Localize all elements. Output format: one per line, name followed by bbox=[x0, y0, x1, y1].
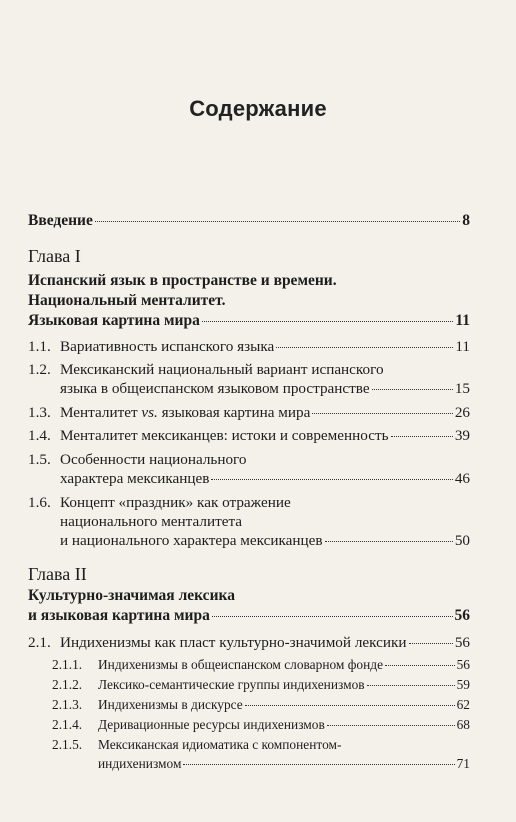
page-number: 39 bbox=[454, 427, 470, 444]
subsection-number: 2.1.2. bbox=[52, 677, 83, 692]
dot-leader bbox=[391, 436, 453, 437]
section-title-line: языка в общеиспанском языковом пространстве bbox=[60, 380, 370, 397]
toc-entry-label: Введение bbox=[28, 212, 93, 229]
section-number: 1.3. bbox=[28, 404, 51, 421]
page-number: 62 bbox=[456, 697, 470, 712]
section-number: 1.6. bbox=[28, 494, 51, 511]
page-number: 50 bbox=[454, 532, 470, 549]
chapter-title-line: Языковая картина мира bbox=[28, 312, 200, 329]
section-title-italic: vs. bbox=[141, 404, 158, 421]
section-title-line: Концепт «праздник» как отражение bbox=[60, 494, 291, 511]
page-number: 11 bbox=[455, 338, 470, 355]
toc-entry-2-1-3[interactable] bbox=[98, 697, 470, 713]
subsection-title-line: индихенизмом bbox=[98, 756, 182, 771]
dot-leader bbox=[385, 665, 455, 666]
section-title: Менталитет мексиканцев: истоки и современность bbox=[60, 427, 389, 444]
dot-leader bbox=[202, 321, 454, 322]
section-title-line: национального менталитета bbox=[60, 513, 243, 530]
section-title bbox=[60, 404, 310, 422]
dot-leader bbox=[367, 685, 455, 686]
chapter-title-line: Культурно-значимая лексика bbox=[28, 587, 235, 604]
toc-entry-1-3[interactable] bbox=[60, 404, 470, 422]
section-title-part: языковая картина мира bbox=[157, 404, 311, 421]
dot-leader bbox=[325, 541, 453, 542]
toc-entry-1-2[interactable] bbox=[60, 380, 470, 398]
toc-entry-2-1-1[interactable] bbox=[98, 657, 470, 673]
toc-entry-2-1[interactable] bbox=[60, 634, 470, 652]
section-title-line: и национального характера мексиканцев bbox=[60, 532, 323, 549]
dot-leader bbox=[183, 764, 454, 765]
chapter-title-line: Испанский язык в пространстве и времени. bbox=[28, 272, 337, 289]
dot-leader bbox=[409, 643, 453, 644]
section-title-part: Менталитет bbox=[60, 404, 142, 421]
chapter-title-line: и языковая картина мира bbox=[28, 607, 210, 624]
page-number: 56 bbox=[454, 607, 470, 624]
toc-entry-1-1[interactable] bbox=[60, 338, 470, 356]
chapter-heading-1: Глава I bbox=[28, 246, 81, 266]
subsection-number: 2.1.4. bbox=[52, 717, 83, 732]
page-number: 15 bbox=[454, 380, 470, 397]
page-number: 68 bbox=[456, 717, 470, 732]
section-number: 2.1. bbox=[28, 634, 51, 651]
section-number: 1.4. bbox=[28, 427, 51, 444]
dot-leader bbox=[212, 616, 453, 617]
page-number: 71 bbox=[456, 756, 470, 771]
section-title-line: Особенности национального bbox=[60, 451, 247, 468]
toc-entry-chapter-2[interactable] bbox=[28, 607, 470, 625]
subsection-title: Лексико-семантические группы индихенизмов bbox=[98, 677, 365, 692]
section-title: Вариативность испанского языка bbox=[60, 338, 275, 355]
dot-leader bbox=[95, 221, 460, 222]
dot-leader bbox=[312, 413, 453, 414]
page-number: 59 bbox=[456, 677, 470, 692]
dot-leader bbox=[245, 705, 455, 706]
dot-leader bbox=[372, 389, 453, 390]
toc-entry-2-1-2[interactable] bbox=[98, 677, 470, 693]
toc-entry-1-5[interactable] bbox=[60, 470, 470, 488]
section-title: Индихенизмы как пласт культурно-значимой лексики bbox=[60, 634, 407, 651]
subsection-title: Индихенизмы в общеиспанском словарном фонде bbox=[98, 657, 384, 672]
toc-entry-1-4[interactable] bbox=[60, 427, 470, 445]
section-number: 1.2. bbox=[28, 361, 51, 378]
page-title: Содержание bbox=[189, 96, 327, 121]
page-number: 8 bbox=[462, 212, 470, 229]
dot-leader bbox=[211, 479, 452, 480]
subsection-title: Индихенизмы в дискурсе bbox=[98, 697, 243, 712]
dot-leader bbox=[327, 725, 455, 726]
toc-entry-intro[interactable] bbox=[28, 212, 470, 230]
section-number: 1.1. bbox=[28, 338, 51, 355]
section-title-line: характера мексиканцев bbox=[60, 470, 210, 487]
page-number: 26 bbox=[454, 404, 470, 421]
subsection-number: 2.1.3. bbox=[52, 697, 83, 712]
toc-entry-1-6[interactable] bbox=[60, 532, 470, 550]
section-title-line: Мексиканский национальный вариант испанского bbox=[60, 361, 384, 378]
page-number: 56 bbox=[454, 634, 470, 651]
page-number: 11 bbox=[455, 312, 470, 329]
subsection-title-line: Мексиканская идиоматика с компонентом- bbox=[98, 737, 342, 752]
chapter-title-line: Национальный менталитет. bbox=[28, 292, 226, 309]
chapter-heading-2: Глава II bbox=[28, 564, 87, 584]
page-number: 56 bbox=[456, 657, 470, 672]
subsection-number: 2.1.5. bbox=[52, 737, 83, 752]
subsection-number: 2.1.1. bbox=[52, 657, 83, 672]
toc-entry-2-1-5[interactable] bbox=[98, 756, 470, 772]
section-number: 1.5. bbox=[28, 451, 51, 468]
subsection-title: Деривационные ресурсы индихенизмов bbox=[98, 717, 325, 732]
toc-entry-2-1-4[interactable] bbox=[98, 717, 470, 733]
page-number: 46 bbox=[454, 470, 470, 487]
toc-entry-chapter-1[interactable] bbox=[28, 312, 470, 330]
dot-leader bbox=[276, 347, 453, 348]
